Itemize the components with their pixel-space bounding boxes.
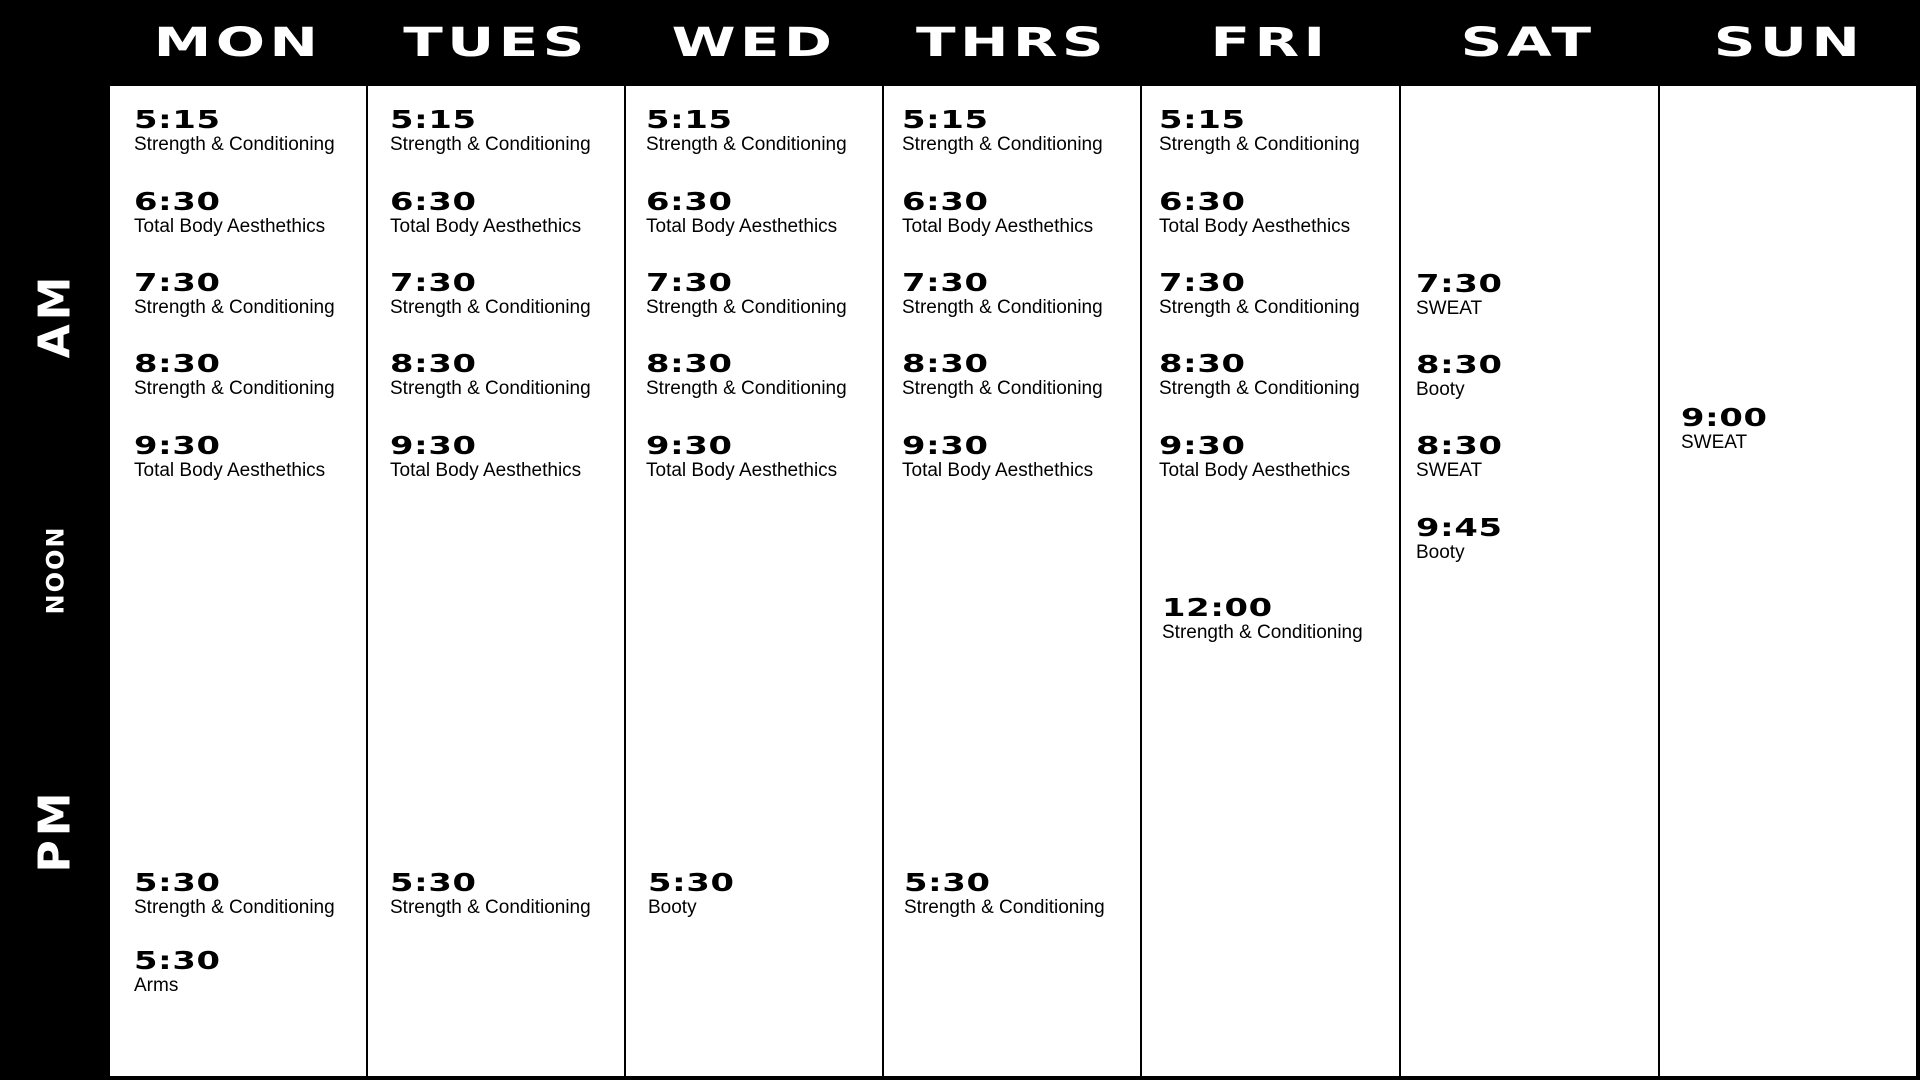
class-time: 5:15 (134, 105, 221, 134)
day-header-wed: WED (671, 20, 837, 66)
class-time: 7:30 (134, 268, 221, 297)
day-header-thrs: THRS (916, 20, 1108, 66)
class-name: Strength & Conditioning (134, 378, 335, 399)
class-entry (1416, 431, 1503, 482)
class-name: Strength & Conditioning (902, 297, 1103, 318)
class-time: 9:45 (1416, 513, 1503, 542)
class-time: 6:30 (902, 187, 989, 216)
class-name: Strength & Conditioning (134, 297, 335, 318)
class-entry (1162, 594, 1363, 644)
day-header-tues: TUES (403, 20, 589, 66)
class-time: 5:30 (648, 868, 735, 897)
class-entry (134, 269, 335, 319)
class-entry (1159, 188, 1350, 238)
class-time: 8:30 (134, 349, 221, 378)
day-column-tues (368, 86, 624, 1076)
class-time: 5:30 (904, 868, 991, 897)
class-entry (390, 869, 591, 919)
class-entry (902, 269, 1103, 319)
class-time: 8:30 (390, 349, 477, 378)
class-entry (902, 188, 1093, 238)
class-name: Strength & Conditioning (1159, 378, 1360, 399)
class-entry (134, 188, 325, 238)
class-entry (1159, 269, 1360, 319)
class-entry (134, 350, 335, 400)
class-entry (646, 106, 847, 156)
class-entry (134, 432, 325, 482)
class-name: Strength & Conditioning (646, 378, 847, 399)
class-time: 8:30 (646, 349, 733, 378)
class-name: Total Body Aesthethics (646, 460, 838, 481)
class-name: Total Body Aesthethics (134, 460, 326, 481)
class-name: Total Body Aesthethics (902, 216, 1094, 237)
class-entry (904, 869, 1105, 919)
class-name: Booty (1416, 379, 1465, 400)
class-name: Strength & Conditioning (390, 134, 591, 155)
class-entry (134, 946, 221, 997)
class-name: Total Body Aesthethics (646, 216, 838, 237)
class-name: SWEAT (1416, 460, 1483, 481)
class-entry (902, 432, 1093, 482)
day-column-thrs (884, 86, 1140, 1076)
class-name: Strength & Conditioning (390, 297, 591, 318)
class-entry (390, 269, 591, 319)
class-time: 7:30 (646, 268, 733, 297)
class-name: Strength & Conditioning (902, 378, 1103, 399)
class-name: Total Body Aesthethics (1159, 216, 1351, 237)
side-label-am-container (0, 240, 110, 390)
class-entry (1681, 403, 1768, 454)
class-time: 5:15 (646, 105, 733, 134)
day-column-mon (110, 86, 366, 1076)
class-entry (902, 106, 1103, 156)
class-time: 8:30 (902, 349, 989, 378)
day-header-fri: FRI (1210, 20, 1330, 66)
class-name: Total Body Aesthethics (134, 216, 326, 237)
class-name: Booty (648, 897, 697, 918)
class-time: 9:30 (646, 431, 733, 460)
class-name: Strength & Conditioning (1159, 297, 1360, 318)
class-name: Strength & Conditioning (1159, 134, 1360, 155)
class-time: 9:00 (1681, 403, 1768, 432)
class-time: 7:30 (1416, 269, 1503, 298)
day-header-sun: SUN (1713, 20, 1865, 66)
class-name: Strength & Conditioning (646, 134, 847, 155)
class-time: 7:30 (390, 268, 477, 297)
class-time: 5:15 (1159, 105, 1246, 134)
day-column-sat (1401, 86, 1658, 1076)
class-time: 5:30 (134, 868, 221, 897)
class-time: 5:30 (390, 868, 477, 897)
class-name: Strength & Conditioning (904, 897, 1105, 918)
class-entry (1416, 350, 1503, 401)
class-time: 9:30 (1159, 431, 1246, 460)
class-entry (646, 269, 847, 319)
class-time: 6:30 (1159, 187, 1246, 216)
day-header-sat: SAT (1460, 20, 1596, 66)
class-entry (1416, 269, 1503, 320)
class-entry (646, 188, 837, 238)
class-entry (134, 106, 335, 156)
class-entry (902, 350, 1103, 400)
class-name: Strength & Conditioning (134, 134, 335, 155)
day-column-sun (1660, 86, 1916, 1076)
class-name: Total Body Aesthethics (390, 460, 582, 481)
class-entry (390, 350, 591, 400)
class-name: Total Body Aesthethics (902, 460, 1094, 481)
class-entry (1159, 432, 1350, 482)
day-header-row (110, 0, 1920, 86)
class-entry (134, 869, 335, 919)
class-entry (390, 106, 591, 156)
side-label-noon-container (0, 510, 110, 630)
day-column-fri (1142, 86, 1399, 1076)
class-time: 9:30 (134, 431, 221, 460)
class-time: 9:30 (902, 431, 989, 460)
class-entry (648, 868, 735, 919)
side-label-am: AM (29, 272, 81, 358)
class-entry (1159, 350, 1360, 400)
class-time: 7:30 (1159, 268, 1246, 297)
class-name: Strength & Conditioning (390, 897, 591, 918)
class-time: 6:30 (134, 187, 221, 216)
side-label-pm: PM (29, 787, 81, 873)
class-time: 8:30 (1416, 431, 1503, 460)
class-name: Strength & Conditioning (390, 378, 591, 399)
class-entry (390, 432, 581, 482)
class-name: Strength & Conditioning (646, 297, 847, 318)
class-time: 5:15 (390, 105, 477, 134)
class-name: Strength & Conditioning (1162, 622, 1363, 643)
class-entry (646, 350, 847, 400)
side-label-pm-container (0, 770, 110, 890)
class-time: 7:30 (902, 268, 989, 297)
side-label-noon: NOON (40, 525, 69, 615)
class-name: Strength & Conditioning (134, 897, 335, 918)
class-name: Total Body Aesthethics (390, 216, 582, 237)
day-header-mon: MON (153, 20, 323, 66)
class-name: SWEAT (1681, 432, 1748, 453)
class-entry (390, 188, 581, 238)
class-time: 12:00 (1162, 593, 1273, 622)
class-time: 6:30 (646, 187, 733, 216)
class-name: Strength & Conditioning (902, 134, 1103, 155)
class-time: 8:30 (1159, 349, 1246, 378)
class-time: 9:30 (390, 431, 477, 460)
class-time: 6:30 (390, 187, 477, 216)
class-entry (646, 432, 837, 482)
class-time: 5:15 (902, 105, 989, 134)
class-name: SWEAT (1416, 298, 1483, 319)
day-column-wed (626, 86, 882, 1076)
class-name: Arms (134, 975, 179, 996)
class-entry (1416, 513, 1503, 564)
class-time: 5:30 (134, 946, 221, 975)
class-time: 8:30 (1416, 350, 1503, 379)
class-name: Booty (1416, 542, 1465, 563)
class-entry (1159, 106, 1360, 156)
class-name: Total Body Aesthethics (1159, 460, 1351, 481)
